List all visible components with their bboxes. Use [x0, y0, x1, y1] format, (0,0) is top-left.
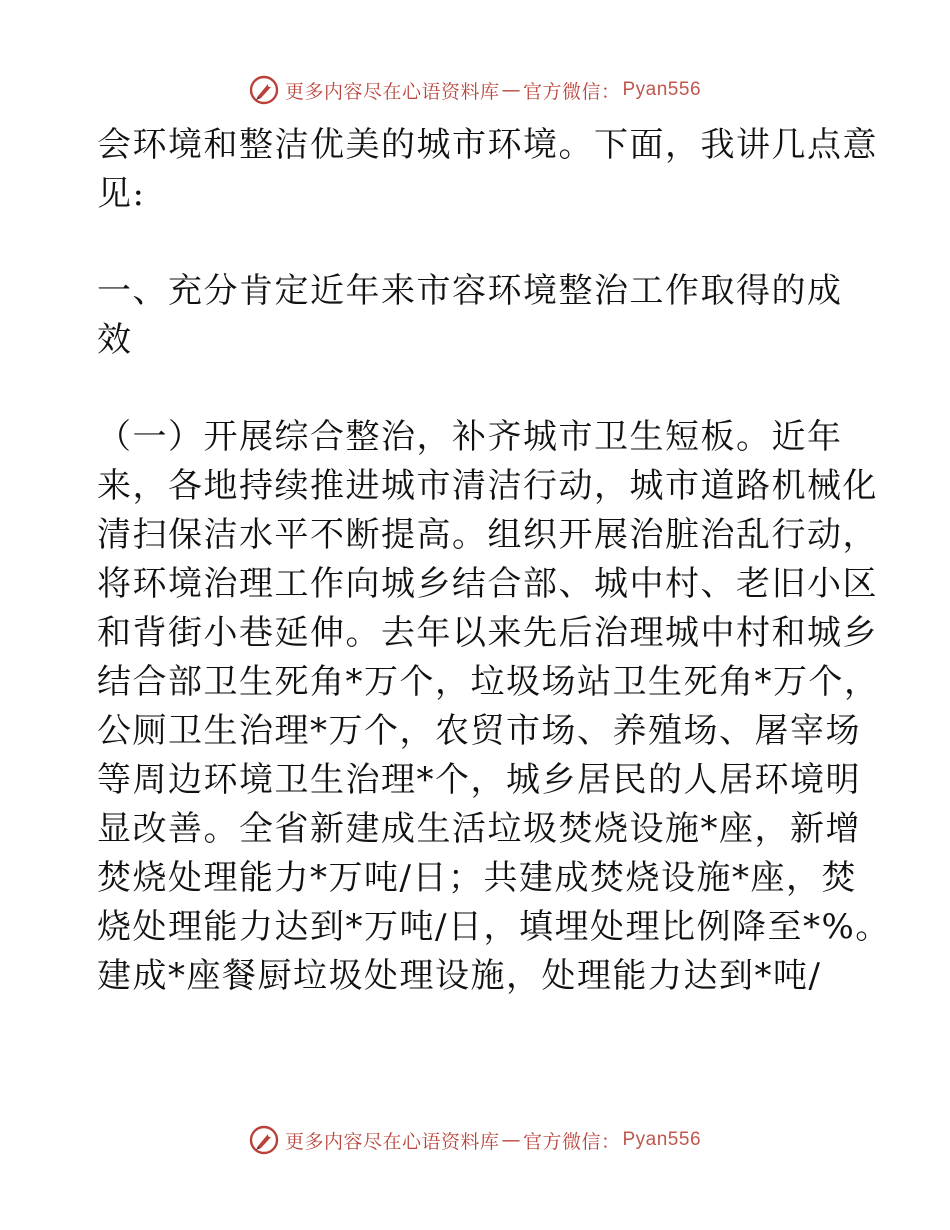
text-line: 显改善。全省新建成生活垃圾焚烧设施*座，新增: [97, 809, 861, 849]
text-line: 建成*座餐厨垃圾处理设施，处理能力达到*吨/: [97, 956, 822, 996]
paragraph-gap: [97, 219, 857, 267]
pen-logo-icon: [249, 75, 279, 105]
watermark-separator: —: [501, 1129, 521, 1151]
watermark-account: Pyan556: [622, 79, 702, 100]
watermark-site: 更多内容尽在心语资料库: [284, 1130, 500, 1153]
watermark-official: 官方微信：: [522, 1130, 621, 1153]
text-line: 将环境治理工作向城乡结合部、城中村、老旧小区: [97, 564, 878, 604]
section-heading-line: 一、充分肯定近年来市容环境整治工作取得的成: [97, 271, 843, 311]
watermark-official: 官方微信：: [522, 80, 621, 103]
text-line: 和背街小巷延伸。去年以来先后治理城中村和城乡: [97, 613, 878, 653]
text-line: 来，各地持续推进城市清洁行动，城市道路机械化: [97, 466, 878, 506]
watermark-site: 更多内容尽在心语资料库: [284, 80, 500, 103]
watermark-account: Pyan556: [622, 1129, 702, 1150]
text-line: 清扫保洁水平不断提高。组织开展治脏治乱行动，: [97, 515, 878, 555]
footer-watermark: [0, 1120, 950, 1160]
text-line: 会环境和整洁优美的城市环境。下面，我讲几点意: [97, 125, 878, 165]
paragraph-gap: [97, 365, 857, 413]
text-line: （一）开展综合整治，补齐城市卫生短板。近年: [97, 417, 843, 457]
text-line: 烧处理能力达到*万吨/日，填埋处理比例降至*%。: [97, 907, 891, 947]
watermark-separator: —: [501, 79, 521, 101]
pen-logo-icon: [249, 1125, 279, 1155]
text-line: 等周边环境卫生治理*个，城乡居民的人居环境明: [97, 760, 861, 800]
document-body: [97, 121, 891, 1001]
text-line: 焚烧处理能力*万吨/日；共建成焚烧设施*座，焚: [97, 858, 857, 898]
text-line: 见:: [97, 174, 146, 214]
text-line: 结合部卫生死角*万个，垃圾场站卫生死角*万个，: [97, 662, 880, 702]
header-watermark: [0, 70, 950, 110]
section-heading-line: 效: [97, 320, 133, 360]
text-line: 公厕卫生治理*万个，农贸市场、养殖场、屠宰场: [97, 711, 861, 751]
